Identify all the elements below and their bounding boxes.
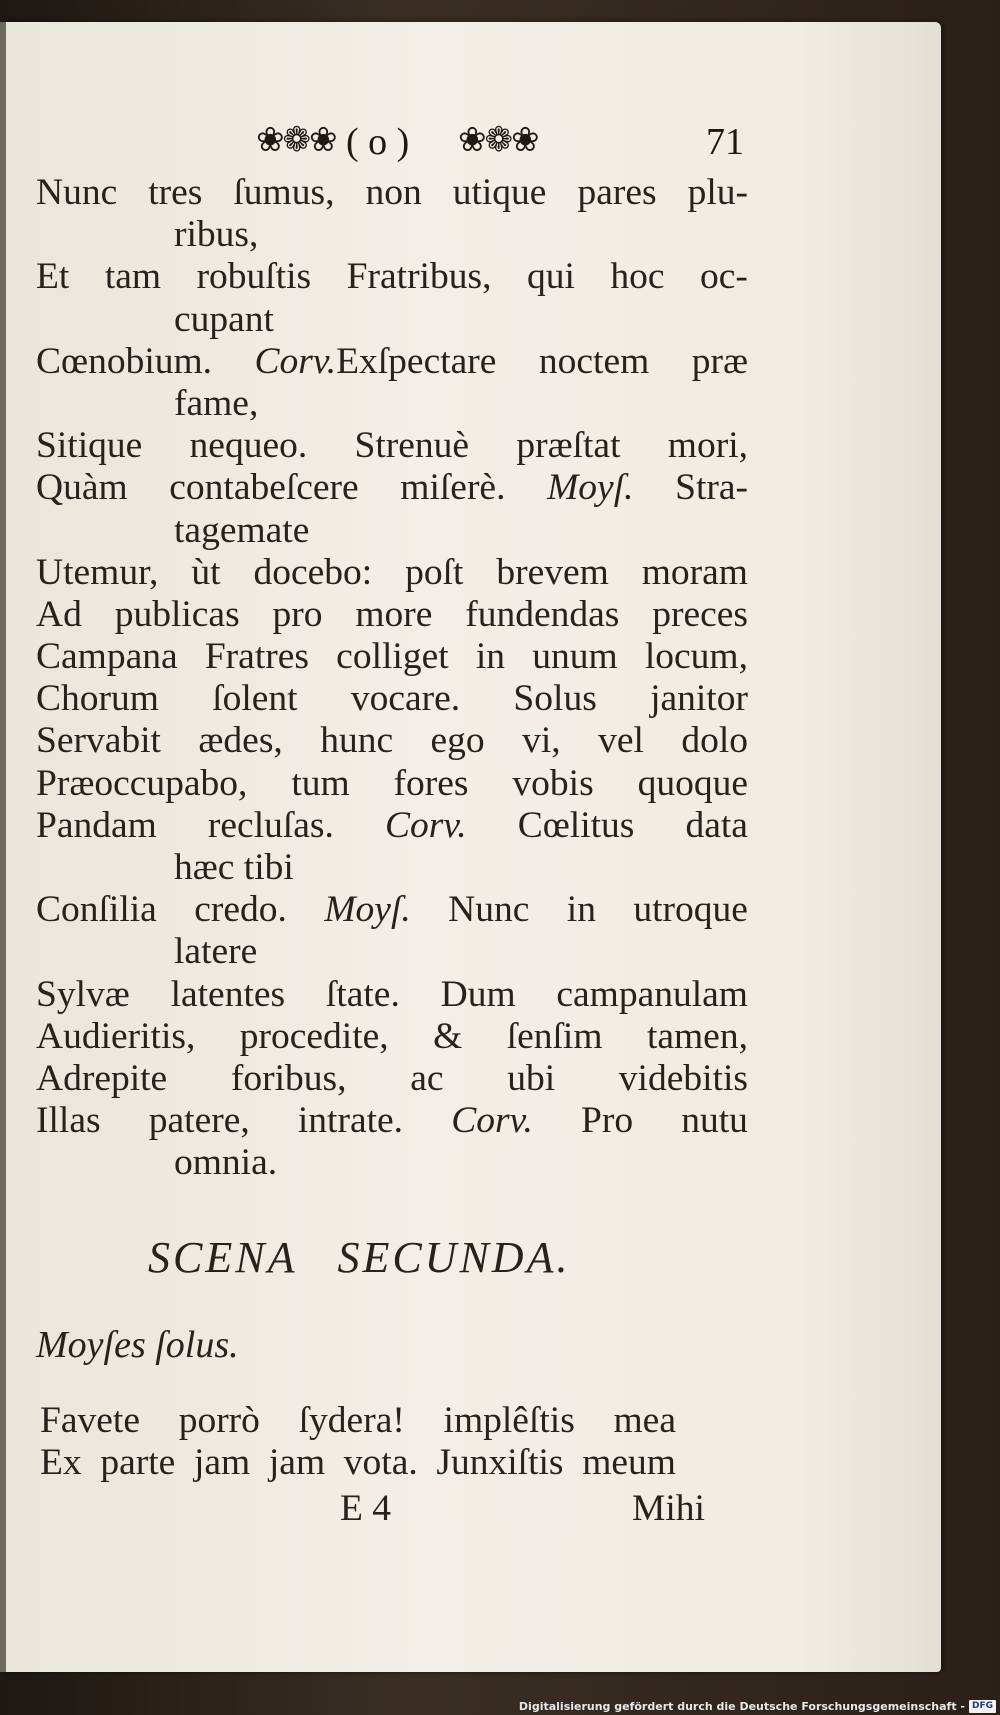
speaker-direction: Moyſes ſolus. [36,1324,239,1366]
word: porrò [178,1400,260,1441]
word: utique [452,172,547,213]
word: recluſas. [207,804,334,846]
word: Et [36,256,70,298]
line-text: omnia. [174,1142,278,1184]
word: tamen, [646,1015,748,1057]
text-line [36,1016,748,1058]
word: Moyſ. [324,889,411,931]
word [255,341,497,383]
word: ubi [507,1057,556,1099]
word: preces [652,593,748,635]
dfg-logo-icon: DFG [969,1700,996,1713]
word: mori, [667,425,748,467]
word: Sylvæ [36,973,130,1015]
word: locum, [644,636,748,678]
word: nequeo. [189,425,308,467]
word: colliget [336,636,449,678]
word: vel [598,720,644,762]
word: latentes [170,973,286,1015]
word: oc- [700,256,748,298]
word: ſenſim [506,1015,603,1057]
word: data [685,804,748,846]
text-line [36,214,756,256]
word: ùt [191,551,221,593]
word: ſtate. [325,973,400,1015]
word: meum [582,1442,676,1484]
text-line [36,256,748,298]
text-line [36,974,748,1016]
word: Audieritis, [36,1015,196,1057]
word: nutu [681,1100,748,1142]
word: dolo [681,720,748,762]
signature-mark: E 4 [340,1488,392,1529]
text-line [36,805,748,847]
word: præſtat [516,425,621,467]
word: noctem [538,340,650,382]
word: Servabit [36,720,161,762]
word: Chorum [36,678,159,720]
text-line [36,678,748,720]
text-line [36,299,756,341]
text-line [36,383,756,425]
word: Corv. [451,1100,533,1142]
catchword: Mihi [632,1488,705,1529]
word: procedite, [239,1015,389,1057]
word: vocare. [350,678,461,720]
word: publicas [114,593,240,635]
word: Junxiſtis [436,1442,564,1484]
word: intrate. [297,1100,404,1142]
text-line [36,594,748,636]
word: utroque [633,889,748,931]
line-text: fame, [174,382,259,424]
text-line [36,1058,748,1100]
text-line [36,172,748,214]
text-line [36,763,748,805]
word: ſydera! [298,1400,405,1441]
page-number: 71 [706,121,744,163]
word: & [433,1015,463,1057]
word: Campana [36,636,178,678]
word: patere, [148,1100,250,1142]
text-line [40,1442,676,1484]
word: Pro [581,1100,634,1142]
word: hoc [610,256,665,298]
text-line [40,1400,676,1442]
digitization-footer [519,1698,996,1715]
word: Favete [40,1400,140,1441]
ornament-right-icon: ❀❁❀ [458,120,538,160]
ornament-left-icon: ❀❁❀ [256,120,336,160]
line-text: tagemate [174,509,310,551]
word: ædes, [198,720,283,762]
text-line [36,467,748,509]
word: mea [613,1400,676,1441]
word: fores [393,762,469,804]
word: tres [148,172,203,213]
word: campanulam [556,973,748,1015]
word: janitor [650,678,748,720]
word: implêſtis [443,1400,575,1441]
word: Strenuè [354,425,470,467]
word: brevem [496,551,609,593]
word: poſt [405,551,464,593]
text-line [36,931,756,973]
scene-heading [148,1232,570,1283]
word: videbitis [618,1057,748,1099]
footer-credit: Digitalisierung gefördert durch die Deutsche Forschungsgemeinschaft - [518,1700,965,1713]
word: Utemur, [36,551,159,593]
scene-heading-word-1: SCENA [148,1233,298,1282]
text-line [36,552,748,594]
word: Quàm [36,467,128,509]
word: Illas [36,1100,101,1142]
word: pro [272,593,323,635]
word: Nunc [448,889,530,931]
text-line [36,847,756,889]
word: ego [430,720,485,762]
word: ſumus, [233,172,335,213]
word: pares [577,172,657,213]
word: vobis [512,762,594,804]
word-rest: Exſpectare [336,340,497,382]
word: Dum [440,973,516,1015]
word: Cœnobium. [36,340,213,382]
word: quoque [637,762,748,804]
speaker-abbrev: Corv. [254,340,337,382]
word: Corv. [385,804,467,846]
word: Fratribus, [346,256,492,298]
word: Præoccupabo, [36,762,248,804]
word: foribus, [230,1057,347,1099]
word: Cœlitus [517,804,635,846]
word: Pandam [36,804,157,846]
word: contabeſcere [169,467,359,509]
word: Adrepite [36,1057,168,1099]
word: Ad [36,593,82,635]
line-text: hæc tibi [174,847,294,888]
word: unum [532,636,618,678]
text-line [36,510,756,552]
running-head-center: ( o ) [346,121,410,163]
text-line [36,889,748,931]
verse-block [36,172,756,1185]
text-line [36,1142,756,1184]
text-line [36,425,748,467]
line-text: cupant [174,298,274,340]
word: moram [641,551,748,593]
word: credo. [194,889,287,931]
running-head [250,120,750,170]
word: in [475,636,506,678]
word: more [355,593,433,635]
word: miſerè. [400,467,506,509]
scene-heading-word-2: SECUNDA. [337,1233,571,1282]
word: tum [291,762,350,804]
word: Stra- [675,467,748,509]
word: Ex [40,1442,82,1484]
page-edge [0,22,6,1672]
word: tam [104,256,162,298]
word: qui [526,256,575,298]
word: ac [410,1057,444,1099]
word: Conſilia [36,889,157,931]
word: plu- [687,172,748,213]
word: vi, [522,720,561,762]
verse-block-2 [40,1400,750,1484]
word: robuſtis [196,256,312,298]
word: jam [193,1442,251,1484]
word: in [566,889,596,931]
line-text: latere [174,931,258,973]
word: Nunc [36,172,118,213]
word: Fratres [204,636,309,678]
text-line [36,636,748,678]
word: parte [100,1442,176,1484]
word: docebo: [253,551,373,593]
word: hunc [320,720,394,762]
word: Solus [513,678,597,720]
text-line [36,720,748,762]
word: non [365,172,422,213]
word: fundendas [465,593,620,635]
line-text: ribus, [174,214,259,256]
word: Sitique [36,425,143,467]
word: ſolent [212,678,298,720]
text-line [36,341,748,383]
text-line [36,1100,748,1142]
word: Moyſ. [547,467,634,509]
word: vota. [343,1442,418,1484]
word: jam [268,1442,326,1484]
word: præ [691,340,748,382]
